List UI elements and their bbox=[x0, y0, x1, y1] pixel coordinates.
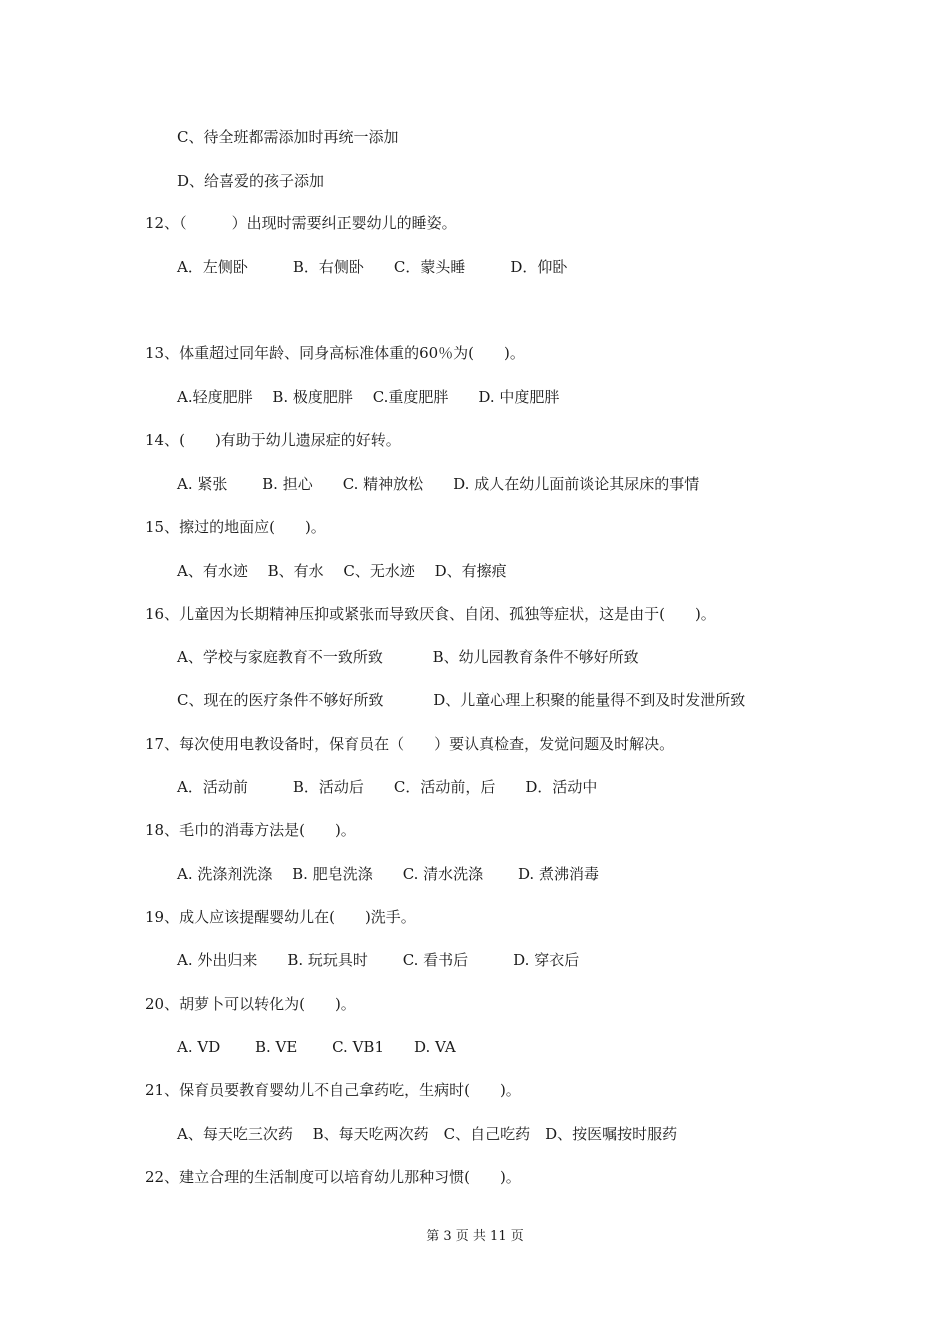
options-18: A. 洗涤剂洗涤 B. 肥皂洗涤 C. 清水洗涤 D. 煮沸消毒 bbox=[177, 865, 599, 883]
options-21: A、每天吃三次药 B、每天吃两次药 C、自己吃药 D、按医嘱按时服药 bbox=[177, 1125, 678, 1143]
options-16-ab: A、学校与家庭教育不一致所致 B、幼儿园教育条件不够好所致 bbox=[177, 648, 639, 666]
options-20: A. VD B. VE C. VB1 D. VA bbox=[177, 1038, 456, 1056]
question-12: 12、（ ）出现时需要纠正婴幼儿的睡姿。 bbox=[145, 214, 457, 232]
question-16: 16、儿童因为长期精神压抑或紧张而导致厌食、自闭、孤独等症状，这是由于( )。 bbox=[145, 605, 716, 623]
options-15: A、有水迹 B、有水 C、无水迹 D、有擦痕 bbox=[177, 562, 507, 580]
options-14: A. 紧张 B. 担心 C. 精神放松 D. 成人在幼儿面前谈论其尿床的事情 bbox=[177, 475, 700, 493]
options-16-cd: C、现在的医疗条件不够好所致 D、儿童心理上积聚的能量得不到及时发泄所致 bbox=[177, 691, 746, 709]
question-21: 21、保育员要教育婴幼儿不自己拿药吃，生病时( )。 bbox=[145, 1081, 521, 1099]
question-13: 13、体重超过同年龄、同身高标准体重的60％为( )。 bbox=[145, 344, 525, 362]
options-13: A.轻度肥胖 B. 极度肥胖 C.重度肥胖 D. 中度肥胖 bbox=[177, 388, 560, 406]
question-22: 22、建立合理的生活制度可以培育幼儿那种习惯( )。 bbox=[145, 1168, 521, 1186]
options-19: A. 外出归来 B. 玩玩具时 C. 看书后 D. 穿衣后 bbox=[177, 951, 580, 969]
option-line: C、待全班都需添加时再统一添加 bbox=[177, 128, 399, 146]
question-18: 18、毛巾的消毒方法是( )。 bbox=[145, 821, 356, 839]
question-15: 15、擦过的地面应( )。 bbox=[145, 518, 326, 536]
options-12: A．左侧卧 B．右侧卧 C．蒙头睡 D．仰卧 bbox=[177, 258, 568, 276]
question-17: 17、每次使用电教设备时，保育员在（ ）要认真检查，发觉问题及时解决。 bbox=[145, 735, 675, 753]
question-14: 14、( )有助于幼儿遗尿症的好转。 bbox=[145, 431, 401, 449]
options-17: A．活动前 B．活动后 C．活动前，后 D．活动中 bbox=[177, 778, 598, 796]
page-footer: 第 3 页 共 11 页 bbox=[426, 1229, 524, 1244]
question-20: 20、胡萝卜可以转化为( )。 bbox=[145, 995, 356, 1013]
option-line: D、给喜爱的孩子添加 bbox=[177, 172, 325, 190]
question-19: 19、成人应该提醒婴幼儿在( )洗手。 bbox=[145, 908, 416, 926]
